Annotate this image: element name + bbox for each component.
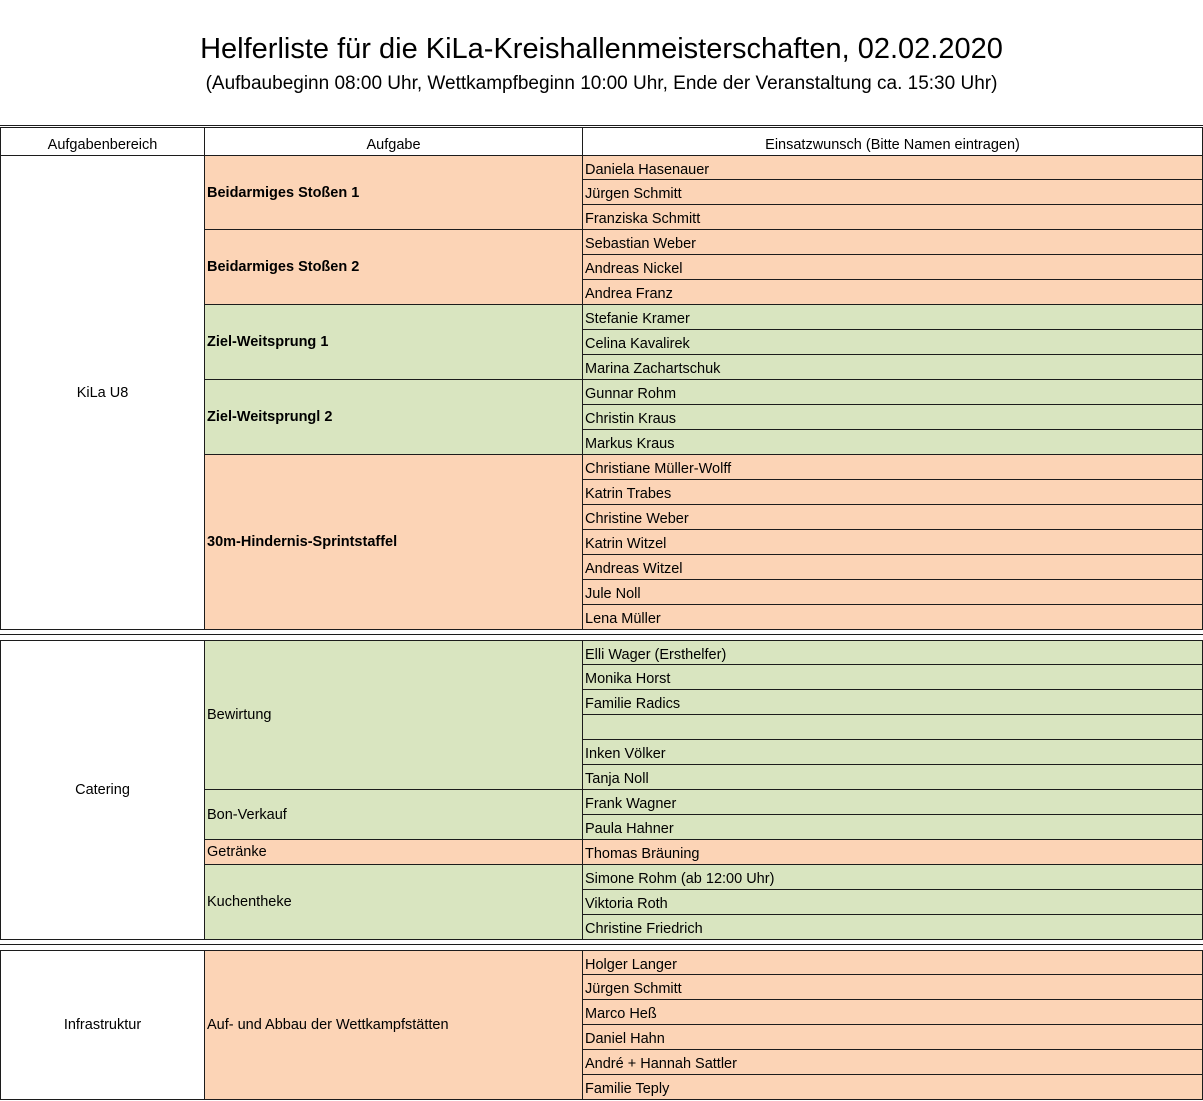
volunteer-name-cell: Daniela Hasenauer xyxy=(582,155,1203,180)
task-cell: Beidarmiges Stoßen 1 xyxy=(204,155,583,230)
volunteer-name-cell: André + Hannah Sattler xyxy=(582,1049,1203,1075)
volunteer-name-cell: Markus Kraus xyxy=(582,429,1203,455)
volunteer-name-cell: Marco Heß xyxy=(582,999,1203,1025)
area-cell: Catering xyxy=(0,640,205,940)
volunteer-name-cell: Christiane Müller-Wolff xyxy=(582,454,1203,480)
volunteer-name-cell: Lena Müller xyxy=(582,604,1203,630)
column-header-task: Aufgabe xyxy=(204,127,583,156)
volunteer-name-cell: Inken Völker xyxy=(582,739,1203,765)
volunteer-name-cell: Andrea Franz xyxy=(582,279,1203,305)
volunteer-name-cell: Holger Langer xyxy=(582,950,1203,975)
volunteer-name-cell: Katrin Witzel xyxy=(582,529,1203,555)
volunteer-name-cell: Familie Radics xyxy=(582,689,1203,715)
volunteer-name-cell: Stefanie Kramer xyxy=(582,304,1203,330)
task-cell: Getränke xyxy=(204,839,583,865)
volunteer-name-cell: Sebastian Weber xyxy=(582,229,1203,255)
volunteer-name-cell: Frank Wagner xyxy=(582,789,1203,815)
section-divider xyxy=(0,634,1203,635)
volunteer-name-cell: Daniel Hahn xyxy=(582,1024,1203,1050)
area-cell: Infrastruktur xyxy=(0,950,205,1100)
volunteer-name-cell: Christine Weber xyxy=(582,504,1203,530)
volunteer-name-cell: Simone Rohm (ab 12:00 Uhr) xyxy=(582,864,1203,890)
task-cell: Kuchentheke xyxy=(204,864,583,940)
volunteer-name-cell: Jürgen Schmitt xyxy=(582,179,1203,205)
task-cell: Ziel-Weitsprung 1 xyxy=(204,304,583,380)
page-title: Helferliste für die KiLa-Kreishallenmeisterschaften, 02.02.2020 xyxy=(200,33,1003,65)
volunteer-name-cell: Celina Kavalirek xyxy=(582,329,1203,355)
volunteer-name-cell: Christin Kraus xyxy=(582,404,1203,430)
volunteer-name-cell: Paula Hahner xyxy=(582,814,1203,840)
volunteer-name-cell: Andreas Witzel xyxy=(582,554,1203,580)
section-divider xyxy=(0,944,1203,945)
area-cell: KiLa U8 xyxy=(0,155,205,630)
volunteer-name-cell: Familie Teply xyxy=(582,1074,1203,1100)
column-header-area: Aufgabenbereich xyxy=(0,127,205,156)
page-subtitle: (Aufbaubeginn 08:00 Uhr, Wettkampfbeginn 10:00 Uhr, Ende der Veranstaltung ca. 15:30 Uhr) xyxy=(205,73,998,94)
volunteer-name-cell: Franziska Schmitt xyxy=(582,204,1203,230)
header-divider xyxy=(0,125,1203,126)
task-cell: Ziel-Weitsprungl 2 xyxy=(204,379,583,455)
task-cell: 30m-Hindernis-Sprintstaffel xyxy=(204,454,583,630)
volunteer-name-cell: Jule Noll xyxy=(582,579,1203,605)
volunteer-name-cell: Thomas Bräuning xyxy=(582,839,1203,865)
volunteer-name-cell: Christine Friedrich xyxy=(582,914,1203,940)
document-header xyxy=(0,0,1203,125)
volunteer-name-cell: Elli Wager (Ersthelfer) xyxy=(582,640,1203,665)
volunteer-name-cell: Andreas Nickel xyxy=(582,254,1203,280)
volunteer-name-cell: Gunnar Rohm xyxy=(582,379,1203,405)
volunteer-name-cell xyxy=(582,714,1203,740)
volunteer-name-cell: Tanja Noll xyxy=(582,764,1203,790)
volunteer-name-cell: Jürgen Schmitt xyxy=(582,974,1203,1000)
volunteer-name-cell: Marina Zachartschuk xyxy=(582,354,1203,380)
column-header-volunteers: Einsatzwunsch (Bitte Namen eintragen) xyxy=(582,127,1203,156)
volunteer-name-cell: Viktoria Roth xyxy=(582,889,1203,915)
task-cell: Bon-Verkauf xyxy=(204,789,583,840)
task-cell: Auf- und Abbau der Wettkampfstätten xyxy=(204,950,583,1100)
volunteer-name-cell: Monika Horst xyxy=(582,664,1203,690)
volunteer-name-cell: Katrin Trabes xyxy=(582,479,1203,505)
task-cell: Beidarmiges Stoßen 2 xyxy=(204,229,583,305)
task-cell: Bewirtung xyxy=(204,640,583,790)
